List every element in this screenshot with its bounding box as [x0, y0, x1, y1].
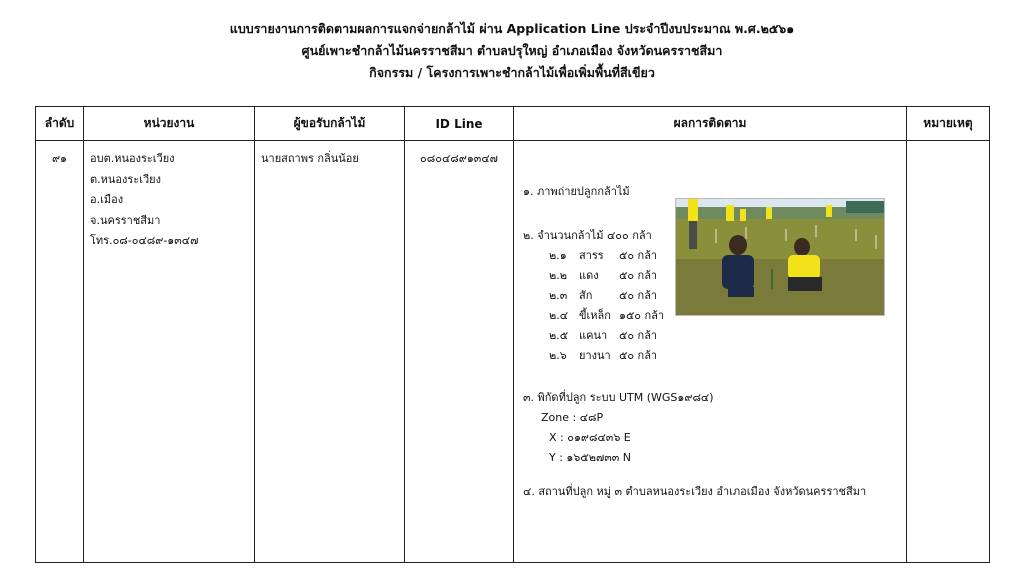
- photo-item-label: ๑. ภาพถ่ายปลูกกล้าไม้: [523, 185, 630, 198]
- species-count: ๕๐ กล้า: [619, 349, 658, 362]
- cell-agency: [84, 141, 255, 563]
- utm-x: X : ๐๑๙๘๔๓๖ E: [549, 431, 631, 444]
- species-count: ๕๐ กล้า: [619, 289, 658, 302]
- quantity-label: ๒. จำนวนกล้าไม้ ๔๐๐ กล้า: [523, 229, 652, 242]
- table-row: [36, 141, 990, 563]
- header-recipient: ผู้ขอรับกล้าไม้: [255, 107, 405, 141]
- species-name: แดง: [579, 269, 599, 282]
- species-no: ๒.๑: [549, 249, 567, 262]
- agency-line: อบต.หนองระเวียง: [90, 152, 175, 165]
- header-no: ลำดับ: [36, 107, 84, 141]
- planting-photo: [675, 198, 885, 316]
- report-header: [0, 18, 1024, 84]
- species-no: ๒.๔: [549, 309, 569, 322]
- coordinate-title: ๓. พิกัดที่ปลูก ระบบ UTM (WGS๑๙๘๔): [523, 391, 714, 404]
- report-table: [35, 106, 990, 563]
- species-count: ๕๐ กล้า: [619, 329, 658, 342]
- report-center: ศูนย์เพาะชำกล้าไม้นครราชสีมา ตำบลปรุใหญ่ อำเภอเมือง จังหวัดนครราชสีมา: [301, 43, 723, 58]
- species-count: ๕๐ กล้า: [619, 269, 658, 282]
- species-item: [549, 266, 657, 284]
- species-item: [549, 326, 657, 344]
- header-id-line: ID Line: [405, 107, 514, 141]
- species-name: แคนา: [579, 329, 608, 342]
- species-no: ๒.๖: [549, 349, 567, 362]
- cell-result: [514, 141, 907, 563]
- species-no: ๒.๓: [549, 289, 568, 302]
- species-count: ๕๐ กล้า: [619, 249, 658, 262]
- table-header-row: [36, 107, 990, 141]
- species-item: [549, 346, 657, 364]
- species-name: สารร: [579, 249, 604, 262]
- species-item: [549, 286, 657, 304]
- species-name: ขี้เหล็ก: [579, 309, 611, 322]
- species-item: [549, 306, 664, 324]
- planting-photo-image: [676, 199, 884, 315]
- recipient-name: นายสถาพร กลิ่นน้อย: [261, 152, 359, 165]
- agency-line: ต.หนองระเวียง: [90, 172, 161, 186]
- row-number: ๙๑: [51, 152, 68, 165]
- species-no: ๒.๒: [549, 269, 567, 282]
- header-agency: หน่วยงาน: [84, 107, 255, 141]
- species-name: สัก: [579, 289, 593, 302]
- species-name: ยางนา: [579, 349, 611, 362]
- species-item: [549, 246, 657, 264]
- agency-line: โทร.๐๘-๐๔๘๙-๑๓๔๗: [90, 234, 199, 247]
- agency-line: จ.นครราชสีมา: [90, 213, 161, 227]
- utm-zone: Zone : ๔๘P: [541, 411, 604, 424]
- species-no: ๒.๕: [549, 329, 569, 342]
- cell-id-line: [405, 141, 514, 563]
- planting-location: ๔. สถานที่ปลูก หมู่ ๓ ตำบลหนองระเวียง อำเภอเมือง จังหวัดนครราชสีมา: [523, 485, 867, 498]
- report-activity: กิจกรรม / โครงการเพาะชำกล้าไม้เพื่อเพิ่มพื้นที่สีเขียว: [369, 65, 655, 80]
- header-result: ผลการติดตาม: [514, 107, 907, 141]
- agency-line: อ.เมือง: [90, 193, 124, 206]
- cell-no: [36, 141, 84, 563]
- id-line-value: ๐๘๐๔๘๙๑๓๔๗: [420, 152, 498, 165]
- header-note: หมายเหตุ: [907, 107, 990, 141]
- species-count: ๑๕๐ กล้า: [619, 309, 665, 322]
- report-title: แบบรายงานการติดตามผลการแจกจ่ายกล้าไม้ ผ่าน Application Line ประจำปีงบประมาณ พ.ศ.๒๕๖๑: [229, 21, 795, 36]
- utm-y: Y : ๑๖๕๒๗๓๓ N: [549, 451, 631, 464]
- cell-recipient: [255, 141, 405, 563]
- cell-note: [907, 141, 990, 563]
